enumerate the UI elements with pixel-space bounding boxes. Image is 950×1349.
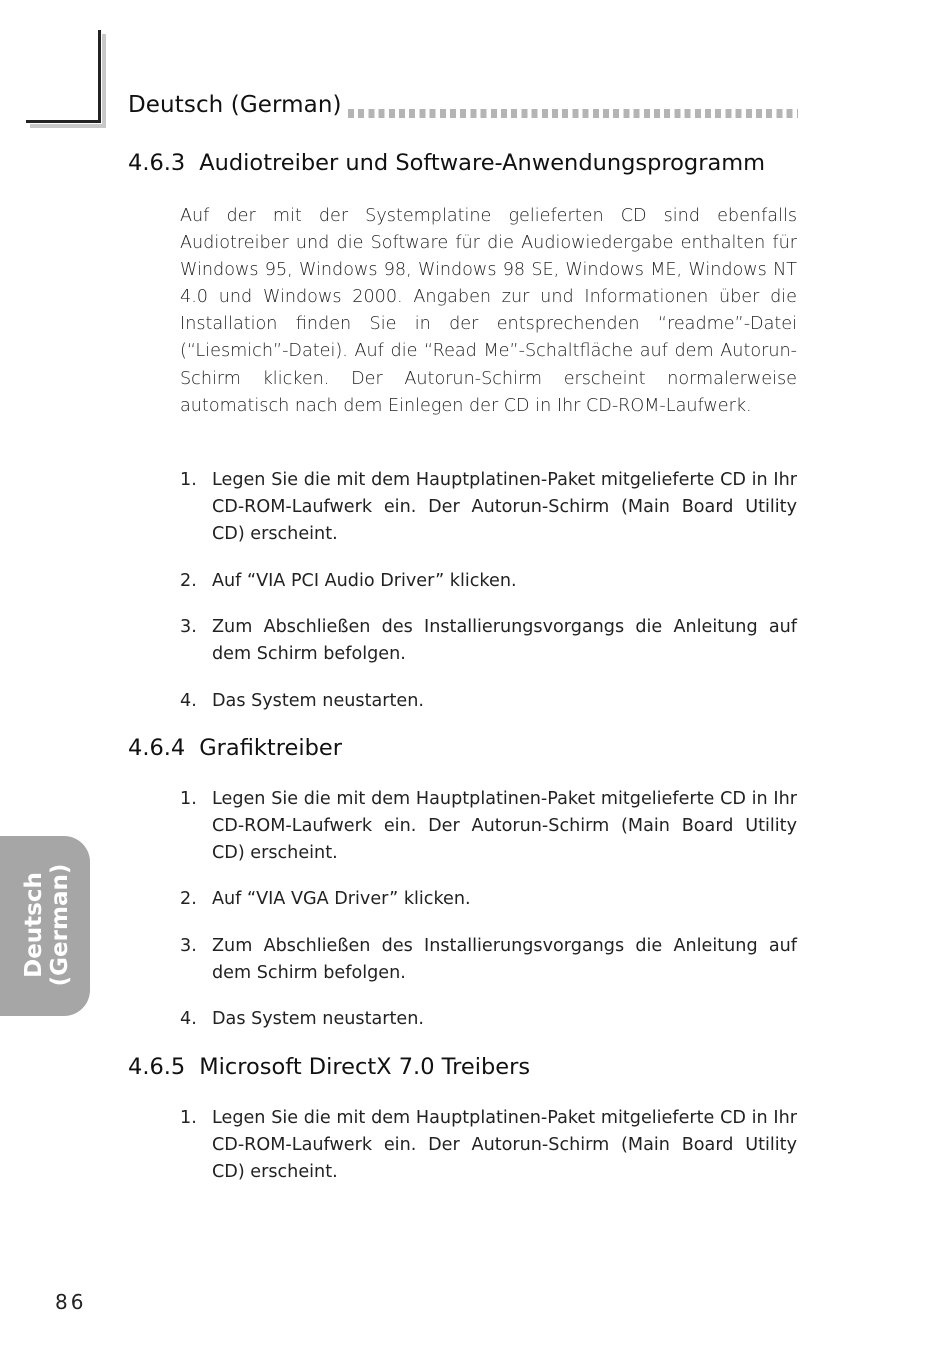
section-intro-paragraph: Auf der mit der Systemplatine gelieferten CD sind ebenfalls Audiotreiber und die Software für die Audiowiedergabe enthalten für Windows 95, Windows 98, Windows 98 SE, Windows ME, Windows NT 4.0 und Windows 2000. Angaben zur und Informationen über die Installation finden Sie in der entsprechenden “readme”-Datei (“Liesmich”-Datei). Auf die “Read Me”-Schaltfläche auf dem Autorun-Schirm klicken. Der Autorun-Schirm erscheint normalerweise automatisch nach dem Einlegen der CD in Ihr CD-ROM-Laufwerk. bbox=[180, 206, 797, 416]
thumb-tab-line-2: (German) bbox=[47, 863, 73, 987]
list-item-number: 2. bbox=[180, 571, 197, 591]
section-number: 4.6.5 bbox=[128, 1054, 186, 1080]
section-heading-4-6-4 bbox=[128, 735, 342, 761]
list-item-text: Legen Sie die mit dem Hauptplatinen-Paket mitgelieferte CD in Ihr CD-ROM-Laufwerk ein. Der Autorun-Schirm (Main Board Utility CD) erscheint. bbox=[212, 1108, 797, 1183]
list-item-number: 1. bbox=[180, 789, 197, 809]
list-item-number: 3. bbox=[180, 617, 197, 637]
page-number: 86 bbox=[55, 1290, 87, 1314]
list-item-text: Auf “VIA VGA Driver” klicken. bbox=[212, 889, 471, 909]
corner-mark-horizontal-line bbox=[26, 120, 101, 123]
list-item-number: 2. bbox=[180, 889, 197, 909]
corner-mark-vertical-shadow bbox=[102, 34, 106, 126]
corner-mark-decoration bbox=[0, 0, 110, 130]
list-item-number: 3. bbox=[180, 936, 197, 956]
list-item bbox=[180, 786, 797, 868]
list-item-number: 4. bbox=[180, 1009, 197, 1029]
list-item-text: Das System neustarten. bbox=[212, 1009, 424, 1029]
list-item bbox=[180, 688, 797, 715]
section-number: 4.6.3 bbox=[128, 150, 186, 176]
list-item-text: Auf “VIA PCI Audio Driver” klicken. bbox=[212, 571, 517, 591]
list-item-number: 1. bbox=[180, 1108, 197, 1128]
header-dot-leader bbox=[348, 109, 798, 118]
list-item bbox=[180, 1006, 797, 1033]
section-heading-4-6-5 bbox=[128, 1054, 530, 1080]
list-item-text: Zum Abschließen des Installierungsvorgangs die Anleitung auf dem Schirm befolgen. bbox=[212, 617, 797, 665]
list-item bbox=[180, 1105, 797, 1187]
list-item bbox=[180, 614, 797, 668]
list-item-text: Legen Sie die mit dem Hauptplatinen-Paket mitgelieferte CD in Ihr CD-ROM-Laufwerk ein. Der Autorun-Schirm (Main Board Utility CD) erscheint. bbox=[212, 470, 797, 545]
section-heading-4-6-3 bbox=[128, 150, 765, 176]
list-item-number: 1. bbox=[180, 470, 197, 490]
list-item-text: Legen Sie die mit dem Hauptplatinen-Paket mitgelieferte CD in Ihr CD-ROM-Laufwerk ein. Der Autorun-Schirm (Main Board Utility CD) erscheint. bbox=[212, 789, 797, 864]
corner-mark-horizontal-shadow bbox=[30, 124, 106, 128]
section-number: 4.6.4 bbox=[128, 735, 186, 761]
list-item bbox=[180, 886, 797, 913]
list-item-text: Das System neustarten. bbox=[212, 691, 424, 711]
language-thumb-tab-label bbox=[12, 865, 82, 985]
list-item bbox=[180, 568, 797, 595]
list-item bbox=[180, 933, 797, 987]
section-title: Audiotreiber und Software-Anwendungsprogramm bbox=[199, 150, 766, 176]
list-item bbox=[180, 467, 797, 549]
section-title: Grafiktreiber bbox=[199, 735, 342, 761]
corner-mark-vertical-line bbox=[98, 30, 101, 122]
running-header-title: Deutsch (German) bbox=[128, 92, 342, 118]
list-item-number: 4. bbox=[180, 691, 197, 711]
thumb-tab-line-1: Deutsch bbox=[21, 872, 47, 978]
list-item-text: Zum Abschließen des Installierungsvorgangs die Anleitung auf dem Schirm befolgen. bbox=[212, 936, 797, 984]
section-title: Microsoft DirectX 7.0 Treibers bbox=[199, 1054, 531, 1080]
